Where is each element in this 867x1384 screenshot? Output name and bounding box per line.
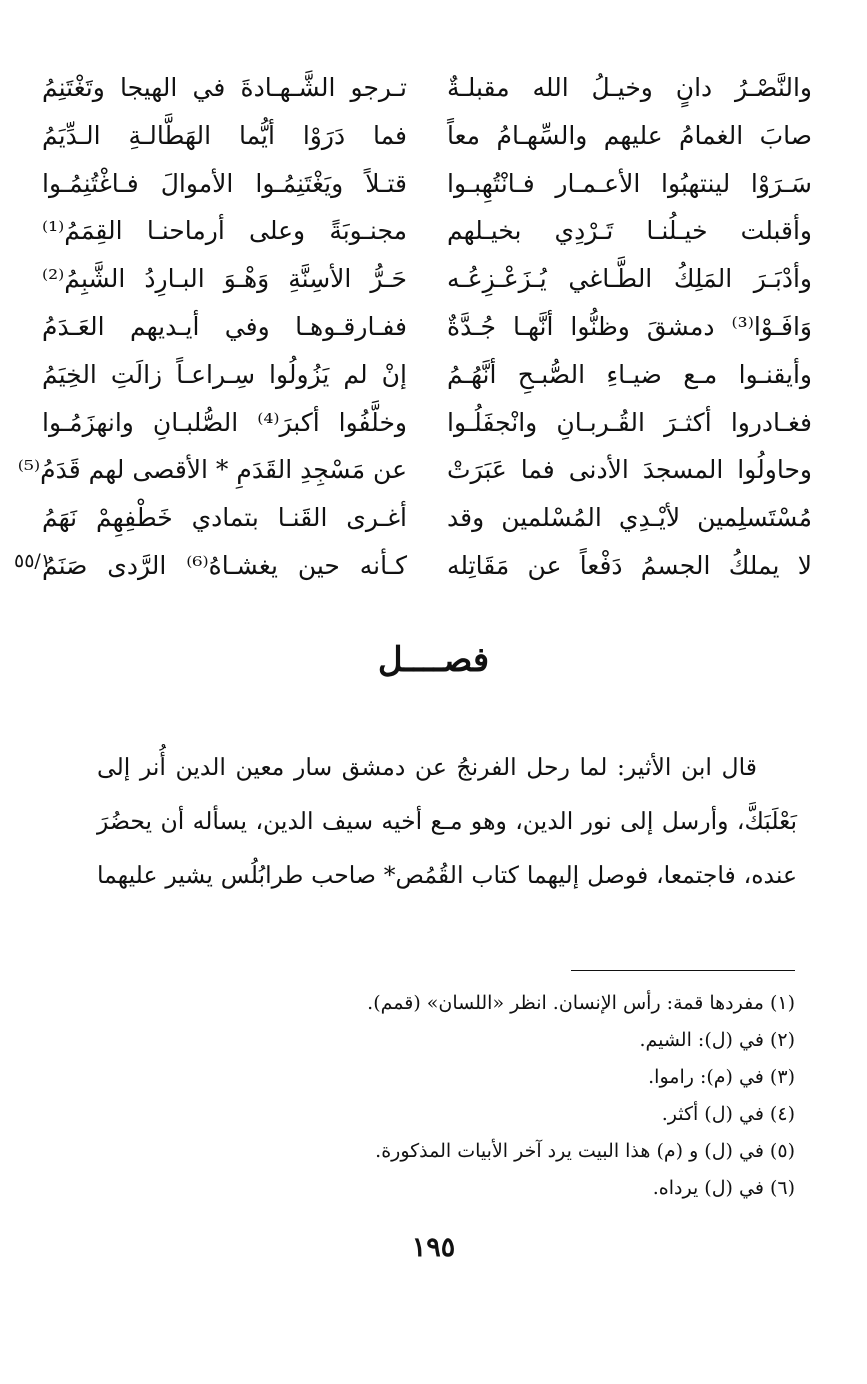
footnotes [95,985,795,1207]
verse-6-first-hemistich: وَافَـوْا⁽³⁾ دمشقَ وظنُّوا أنَّهـا جُـدَّةٌ [447,311,812,341]
verse-5-second-hemistich: حَـرُّ الأسِنَّةِ وَهْـوَ البـارِدُ الشَّبِمُ⁽²⁾ [42,264,407,294]
verse-1-second-hemistich: تـرجو الشَّـهـادةَ في الهيجا وتَغْتَنِمُ [42,73,407,102]
verse-4-first-hemistich: وأقبلت خيـلُنـا تَـرْدِي بخيـلهم [447,216,812,246]
verse-8-second-hemistich: وخلَّفُوا أكبرَ⁽⁴⁾ الصُّلبـانِ وانهزَمُـوا [42,407,407,437]
verse-9-first-hemistich: وحاولُوا المسجدَ الأدنى فما عَبَرَتْ [447,455,812,485]
verse-8-first-hemistich: فغـادروا أكثـرَ القُـربـانِ وانْجفَلُـوا [447,407,812,437]
prose-line: عنده، فاجتمعا، فوصل إليهما كتاب القُمُص* صاحب طرابُلُس يشير عليهما [97,861,797,889]
footnote-2: (٢) في (ل): الشيم. [639,1029,795,1051]
verse-10-first-hemistich: مُسْتَسلِمين لأيْـدِي المُسْلمين وقد [447,503,812,533]
page-number: ١٩٥ [411,1232,456,1263]
footnote-4: (٤) في (ل) أكثر. [661,1103,795,1125]
verse-5-first-hemistich: وأدْبَـرَ المَلِكُ الطَّـاغي يُـزَعْـزِعُـه [447,264,812,294]
footnote-3: (٣) في (م): راموا. [648,1066,795,1088]
verse-11-first-hemistich: لا يملكُ الجسمُ دَفْعاً عن مَقَاتِله [447,550,812,580]
verse-6-second-hemistich: ففـارقـوهـا وفي أيـديهم العَـدَمُ [42,311,407,341]
prose-line: بَعْلَبَكَّ، وأرسل إلى نور الدين، وهو مـع أخيه سيف الدين، يسأله أن يحضُرَ [97,807,797,835]
verse-7-first-hemistich: وأيقنـوا مـع ضيـاءِ الصُّبـحِ أنَّهُـمُ [447,359,812,389]
verse-3-second-hemistich: قتـلاً ويَغْتَنِمُـوا الأموالَ فـاغْتُنِمُـوا [42,168,407,198]
verse-7-second-hemistich: إنْ لم يَزُولُوا سِـراعـاً زالَتِ الخِيَمُ [42,359,407,389]
section-heading: فصــــل [377,640,490,680]
verse-3-first-hemistich: سَـرَوْا لينتهبُوا الأعـمـار فـانْتُهِبـوا [447,168,812,198]
verse-10-second-hemistich: أغـرى القَنـا بتمادي خَطْفِهِمْ نَهَمُ [42,503,407,533]
prose-paragraph [97,740,797,902]
margin-reference: ٥٥/١ [14,550,52,572]
verse-2-first-hemistich: صابَ الغمامُ عليهم والسِّهـامُ معاً [447,120,812,150]
verse-4-second-hemistich: مجنـوبَةً وعلى أرماحنـا القِمَمُ⁽¹⁾ [42,216,407,246]
verse-11-second-hemistich: كـأنه حين يغشـاهُ⁽⁶⁾ الرَّدى صَنَمُ [42,550,407,580]
footnote-divider [571,970,795,971]
footnote-1: (١) مفردها قمة: رأس الإنسان. انظر «اللسان» (قمم). [367,992,795,1014]
verse-9-second-hemistich: عن مَسْجِدِ القَدَمِ * الأقصى لهم قَدَمُ⁽⁵⁾ [17,455,407,485]
verse-1-first-hemistich: والنَّصْـرُ دانٍ وخيـلُ الله مقبلـةٌ [447,73,812,102]
prose-line: قال ابن الأثير: لما رحل الفرنجُ عن دمشق سار معين الدين أُنر إلى [97,753,757,781]
footnote-6: (٦) في (ل) يرداه. [652,1177,795,1199]
verse-2-second-hemistich: فما دَرَوْا أيُّما الهَطَّالـةِ الـدِّيَمُ [42,120,407,150]
footnote-5: (٥) في (ل) و (م) هذا البيت يرد آخر الأبيات المذكورة. [375,1140,795,1162]
